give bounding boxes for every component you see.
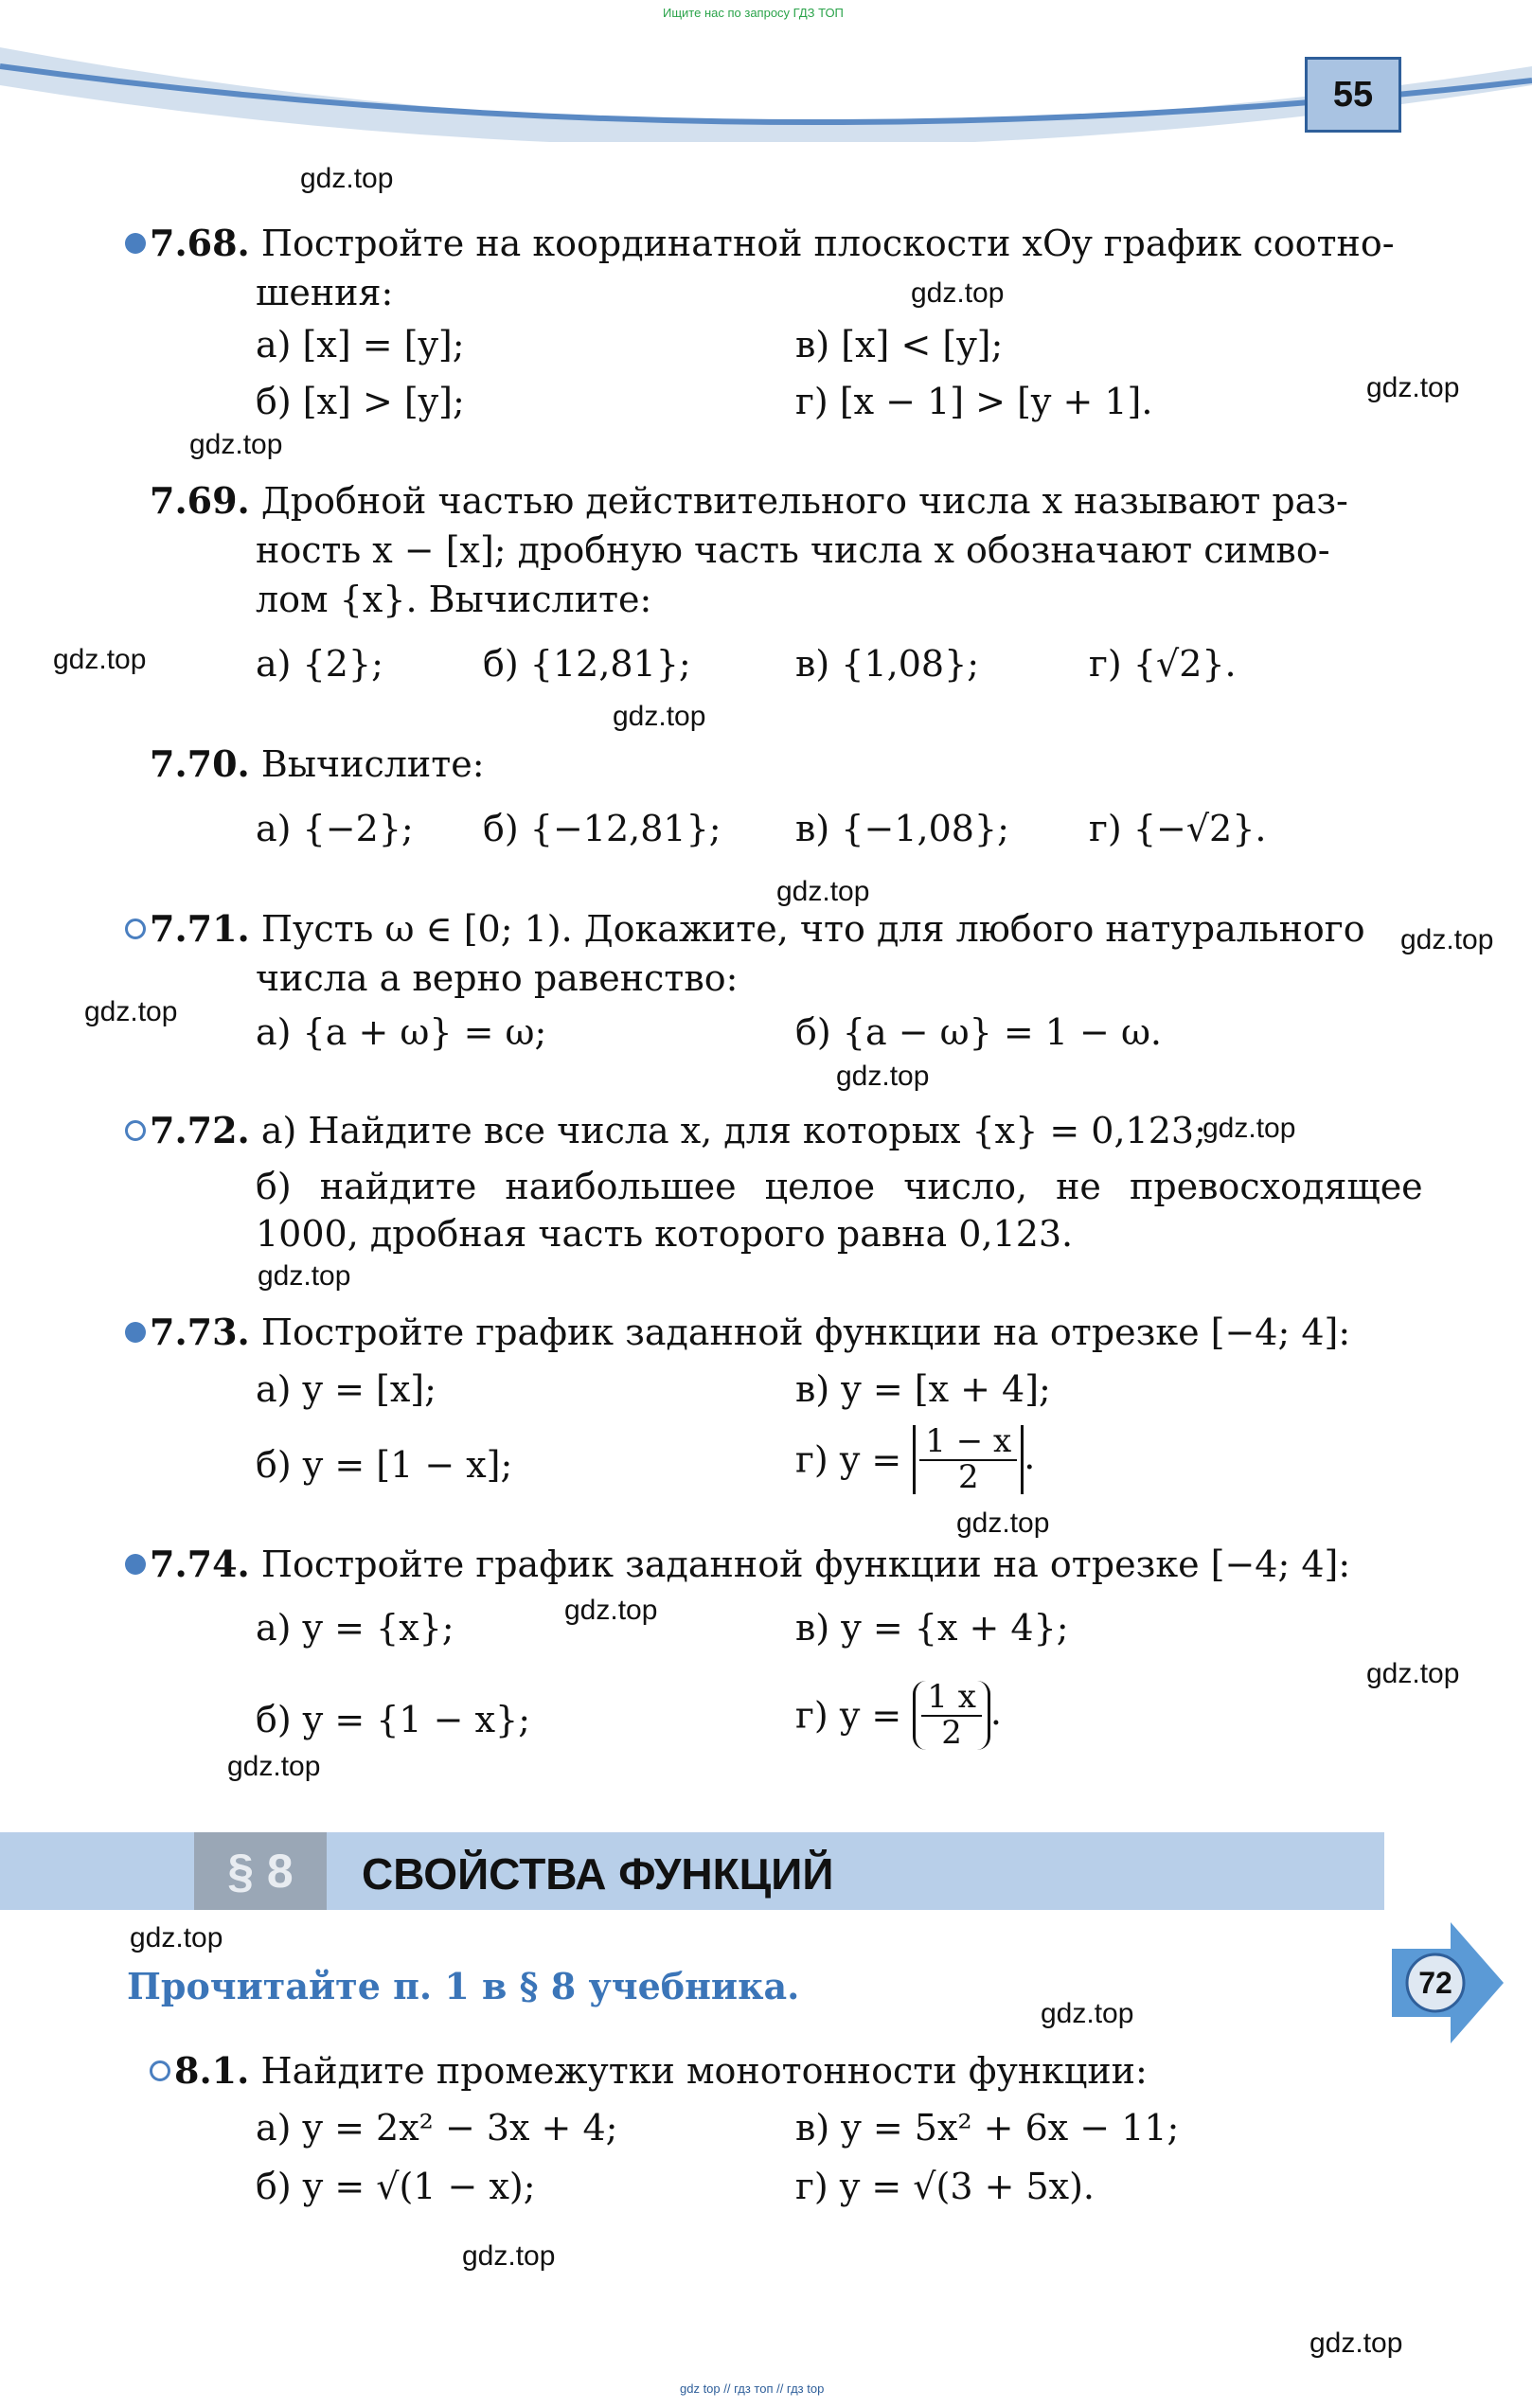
ghost-text: [852, 284, 863, 322]
watermark-14: gdz.top: [564, 1595, 658, 1626]
fraction-numerator: 1 − x: [919, 1425, 1017, 1461]
problem-text: Постройте на координатной плоскости xOy график соотно-: [260, 223, 1395, 264]
watermark-20: gdz.top: [1309, 2328, 1403, 2359]
problem-7-70-b: б) {−12,81};: [483, 808, 721, 849]
fraction: [921, 1678, 982, 1752]
problem-7-69-v: в) {1,08};: [795, 643, 980, 685]
problem-7-71-a: а) {a + ω} = ω;: [256, 1011, 547, 1053]
watermark-12: gdz.top: [258, 1260, 351, 1292]
formula-prefix: г) y =: [795, 1438, 902, 1481]
hollow-circle-icon: [125, 919, 146, 939]
problem-7-71-line1: [125, 907, 1365, 950]
problem-7-68-line1: [125, 222, 1395, 264]
fraction: [919, 1422, 1017, 1496]
problem-7-73-v: в) y = [x + 4];: [795, 1368, 1051, 1410]
watermark-1: gdz.top: [300, 163, 394, 194]
read-instruction: Прочитайте п. 1 в § 8 учебника.: [127, 1965, 800, 2007]
watermark-2: gdz.top: [911, 277, 1005, 309]
section-mark-box: [194, 1832, 327, 1910]
problem-7-73-b: б) y = [1 − x];: [256, 1444, 513, 1486]
problem-7-71-line2: числа a верно равенство:: [256, 957, 739, 999]
fraction-numerator: 1 x: [921, 1681, 982, 1717]
section-mark: § 8: [227, 1845, 294, 1898]
problem-7-70-a: а) {−2};: [256, 808, 414, 849]
problem-7-72-line2: б) найдите наибольшее целое число, не превосходящее: [256, 1166, 1423, 1207]
problem-7-73-a: а) y = [x];: [256, 1368, 436, 1410]
problem-7-69-a: а) {2};: [256, 643, 383, 685]
problem-7-69-line2: ность x − [x]; дробную часть числа x обозначают симво-: [256, 529, 1330, 571]
problem-7-68-v: в) [x] < [y];: [795, 324, 1004, 366]
page-number-box: [1305, 57, 1401, 133]
problem-8-1-line1: [150, 2049, 1148, 2092]
problem-7-68-line2: шения:: [256, 272, 394, 313]
filled-dot-icon: [125, 233, 146, 254]
problem-text: Вычислите:: [260, 743, 485, 785]
hollow-circle-icon: [150, 2060, 170, 2081]
problem-7-72-line1: [125, 1109, 1206, 1151]
problem-7-70-line1: [150, 742, 485, 785]
section-title: СВОЙСТВА ФУНКЦИЙ: [362, 1849, 834, 1899]
watermark-3: gdz.top: [1366, 372, 1460, 403]
watermark-19: gdz.top: [462, 2240, 556, 2272]
watermark-17: gdz.top: [130, 1922, 223, 1953]
bottom-note: gdz top // гдз топ // гдз top: [680, 2381, 825, 2396]
problem-7-71-b: б) {a − ω} = 1 − ω.: [795, 1011, 1163, 1053]
problem-8-1-b: б) y = √(1 − x);: [256, 2166, 536, 2207]
floor-brackets: [913, 1422, 1024, 1496]
problem-7-68-b: б) [x] > [y];: [256, 381, 465, 422]
fraction-denominator: 2: [941, 1713, 962, 1752]
problem-text: Найдите промежутки монотонности функции:: [260, 2050, 1148, 2092]
problem-7-74-a: а) y = {x};: [256, 1607, 454, 1649]
problem-7-74-b: б) y = {1 − x};: [256, 1699, 531, 1740]
watermark-7: gdz.top: [776, 876, 870, 907]
watermark-5: gdz.top: [53, 644, 147, 675]
problem-number: 7.73.: [150, 1311, 250, 1353]
problem-7-70-v: в) {−1,08};: [795, 808, 1009, 849]
problem-number: 7.71.: [150, 907, 250, 950]
problem-7-74-line1: [125, 1543, 1351, 1585]
watermark-11: gdz.top: [1202, 1113, 1296, 1144]
watermark-10: gdz.top: [836, 1061, 930, 1092]
problem-7-69-line3: лом {x}. Вычислите:: [256, 579, 652, 620]
watermark-9: gdz.top: [84, 996, 178, 1027]
fraction-denominator: 2: [957, 1457, 979, 1496]
header-band: [0, 28, 1532, 142]
problem-number: 7.74.: [150, 1543, 250, 1585]
watermark-6: gdz.top: [613, 701, 706, 732]
watermark-4: gdz.top: [189, 429, 283, 460]
problem-text: Пусть ω ∈ [0; 1). Докажите, что для любого натурального: [260, 908, 1365, 950]
reference-page: 72: [1418, 1966, 1452, 2000]
problem-number: 7.69.: [150, 479, 250, 522]
problem-7-69-b: б) {12,81};: [483, 643, 691, 685]
problem-text: а) Найдите все числа x, для которых {x} = 0,123;: [260, 1110, 1206, 1151]
problem-number: 8.1.: [174, 2049, 250, 2092]
page-number: 55: [1332, 75, 1374, 115]
problem-7-74-v: в) y = {x + 4};: [795, 1607, 1069, 1649]
problem-7-72-line3: 1000, дробная часть которого равна 0,123.: [256, 1213, 1074, 1255]
problem-number: 7.72.: [150, 1109, 250, 1151]
watermark-13: gdz.top: [956, 1507, 1050, 1539]
watermark-8: gdz.top: [1400, 924, 1494, 955]
top-note: Ищите нас по запросу ГДЗ ТОП: [663, 6, 844, 20]
filled-dot-icon: [125, 1322, 146, 1343]
problem-number: 7.68.: [150, 222, 250, 264]
problem-7-68-a: а) [x] = [y];: [256, 324, 465, 366]
watermark-18: gdz.top: [1041, 1998, 1134, 2029]
problem-text: Дробной частью действительного числа x называют раз-: [260, 480, 1348, 522]
problem-7-70-g: г) {−√2}.: [1089, 808, 1267, 849]
problem-7-73-g: г) y = $\frac{1 - x}{2}$ .: [795, 1422, 1036, 1496]
problem-text: Постройте график заданной функции на отрезке [−4; 4]:: [260, 1311, 1351, 1353]
formula-prefix: г) y =: [795, 1694, 902, 1737]
hollow-circle-icon: [125, 1120, 146, 1141]
curly-brackets: [913, 1678, 990, 1752]
problem-8-1-a: а) y = 2x² − 3x + 4;: [256, 2107, 618, 2149]
problem-text: Постройте график заданной функции на отрезке [−4; 4]:: [260, 1543, 1351, 1585]
problem-7-73-line1: [125, 1311, 1351, 1353]
watermark-16: gdz.top: [227, 1751, 321, 1782]
problem-7-74-g: г) y = $\frac{1 x}{2}$ .: [795, 1678, 1003, 1752]
problem-7-69-line1: [150, 479, 1348, 522]
problem-number: 7.70.: [150, 742, 250, 785]
problem-8-1-g: г) y = √(3 + 5x).: [795, 2166, 1096, 2207]
watermark-15: gdz.top: [1366, 1658, 1460, 1689]
problem-8-1-v: в) y = 5x² + 6x − 11;: [795, 2107, 1180, 2149]
problem-7-68-g: г) [x − 1] > [y + 1].: [795, 381, 1153, 422]
filled-dot-icon: [125, 1554, 146, 1575]
problem-7-69-g: г) {√2}.: [1089, 643, 1237, 685]
